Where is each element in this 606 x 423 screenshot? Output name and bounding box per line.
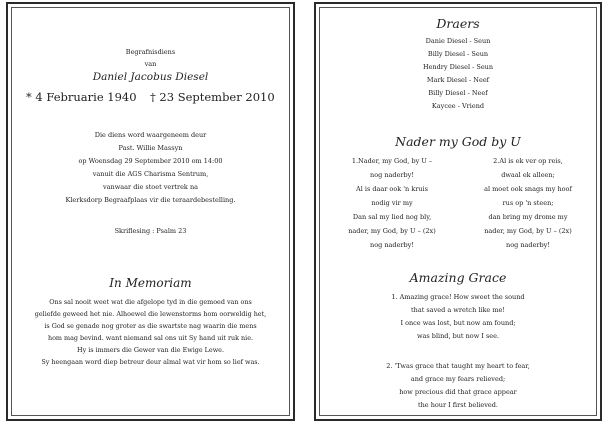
service-title: Begrafnisdiens xyxy=(125,48,176,56)
pallbearer: Billy Diesel - Seun xyxy=(427,50,489,58)
amazing-grace-line: I once was lost, but now am found; xyxy=(400,319,516,327)
memoriam-line: Hy is immers die Gewer van die Ewige Lewe. xyxy=(77,346,224,354)
nader-verse1-line: 1.Nader, my God, by U – xyxy=(351,157,433,165)
pallbearer: Hendry Diesel - Seun xyxy=(422,63,494,71)
pallbearer: Kaycee - Vriend xyxy=(431,102,485,110)
nader-verse1-line: nader, my God, by U – (2x) xyxy=(348,227,436,235)
amazing-grace-line: and grace my fears relieved; xyxy=(410,375,506,383)
death-date: † 23 September 2010 xyxy=(150,90,275,104)
service-card-inner-border xyxy=(11,7,290,416)
nader-verse2-line: nog naderby! xyxy=(506,241,550,249)
amazing-grace-line: that saved a wretch like me! xyxy=(411,306,505,314)
service-line: vanwaar die stoet vertrek na xyxy=(102,183,199,191)
memoriam-line: geliefde geweed het nie. Alhoewel die lewenstorms hom oorweldig het, xyxy=(34,310,267,318)
amazing-grace-line: 1. Amazing grace! How sweet the sound xyxy=(391,293,525,301)
scripture-reading: Skriflesing : Psalm 23 xyxy=(114,227,187,235)
van-label: van xyxy=(144,60,157,68)
pallbearer: Danie Diesel - Seun xyxy=(425,37,491,45)
amazing-grace-line: how precious did that grace appear xyxy=(399,388,517,396)
nader-verse1-line: Al is daar ook 'n kruis xyxy=(356,185,428,193)
memoriam-line: Sy heengaan word diep betreur deur almal wat vir hom so lief was. xyxy=(41,358,260,366)
nader-verse2-line: rus op 'n steen; xyxy=(502,199,554,207)
amazing-grace-line: the hour I first believed. xyxy=(417,401,499,409)
memoriam-line: is God se genade nog groter as die swartste nag waarin die mens xyxy=(44,322,257,330)
service-line: vanuit die AGS Charisma Sentrum, xyxy=(92,170,209,178)
amazing-grace-line: 2. 'Twas grace that taught my heart to fear, xyxy=(386,362,530,370)
nader-verse2-line: 2.Al is ek ver op reis, xyxy=(493,157,563,165)
amazing-grace-heading: Amazing Grace xyxy=(409,270,507,285)
nader-verse2-line: dwaal ek alleen; xyxy=(501,171,555,179)
nader-verse2-line: dan bring my drome my xyxy=(488,213,568,221)
nader-heading: Nader my God by U xyxy=(395,134,521,149)
service-line: Die diens word waargeneem deur xyxy=(94,131,207,139)
service-line: op Woensdag 29 September 2010 om 14:00 xyxy=(78,157,223,165)
nader-verse1-line: Dan sal my lied nog bly, xyxy=(352,213,432,221)
nader-verse2-line: al moet ook snags my hoof xyxy=(484,185,572,193)
service-line: Klerksdorp Begraafplaas vir die teraardebestelling. xyxy=(65,196,236,204)
memoriam-heading: In Memoriam xyxy=(109,276,192,290)
nader-verse2-line: nader, my God, by U – (2x) xyxy=(484,227,572,235)
nader-verse1-line: nodig vir my xyxy=(371,199,413,207)
birth-date: * 4 Februarie 1940 xyxy=(26,90,137,104)
service-line: Past. Willie Massyn xyxy=(118,144,183,152)
pallbearer: Mark Diesel - Neef xyxy=(426,76,490,84)
memoriam-line: Ons sal nooit weet wat die afgelope tyd in die gemoed van ons xyxy=(49,298,252,306)
memoriam-line: hom mag bevind. want niemand sal ons uit Sy hand uit ruk nie. xyxy=(47,334,254,342)
nader-verse1-line: nog naderby! xyxy=(370,171,414,179)
service-card xyxy=(6,2,295,421)
deceased-name: Daniel Jacobus Diesel xyxy=(92,71,209,83)
draers-heading: Draers xyxy=(436,16,480,31)
nader-verse1-line: nog naderby! xyxy=(370,241,414,249)
pallbearer: Billy Diesel - Neef xyxy=(428,89,488,97)
hymns-card xyxy=(314,2,602,421)
amazing-grace-line: was blind, but now I see. xyxy=(416,332,500,340)
